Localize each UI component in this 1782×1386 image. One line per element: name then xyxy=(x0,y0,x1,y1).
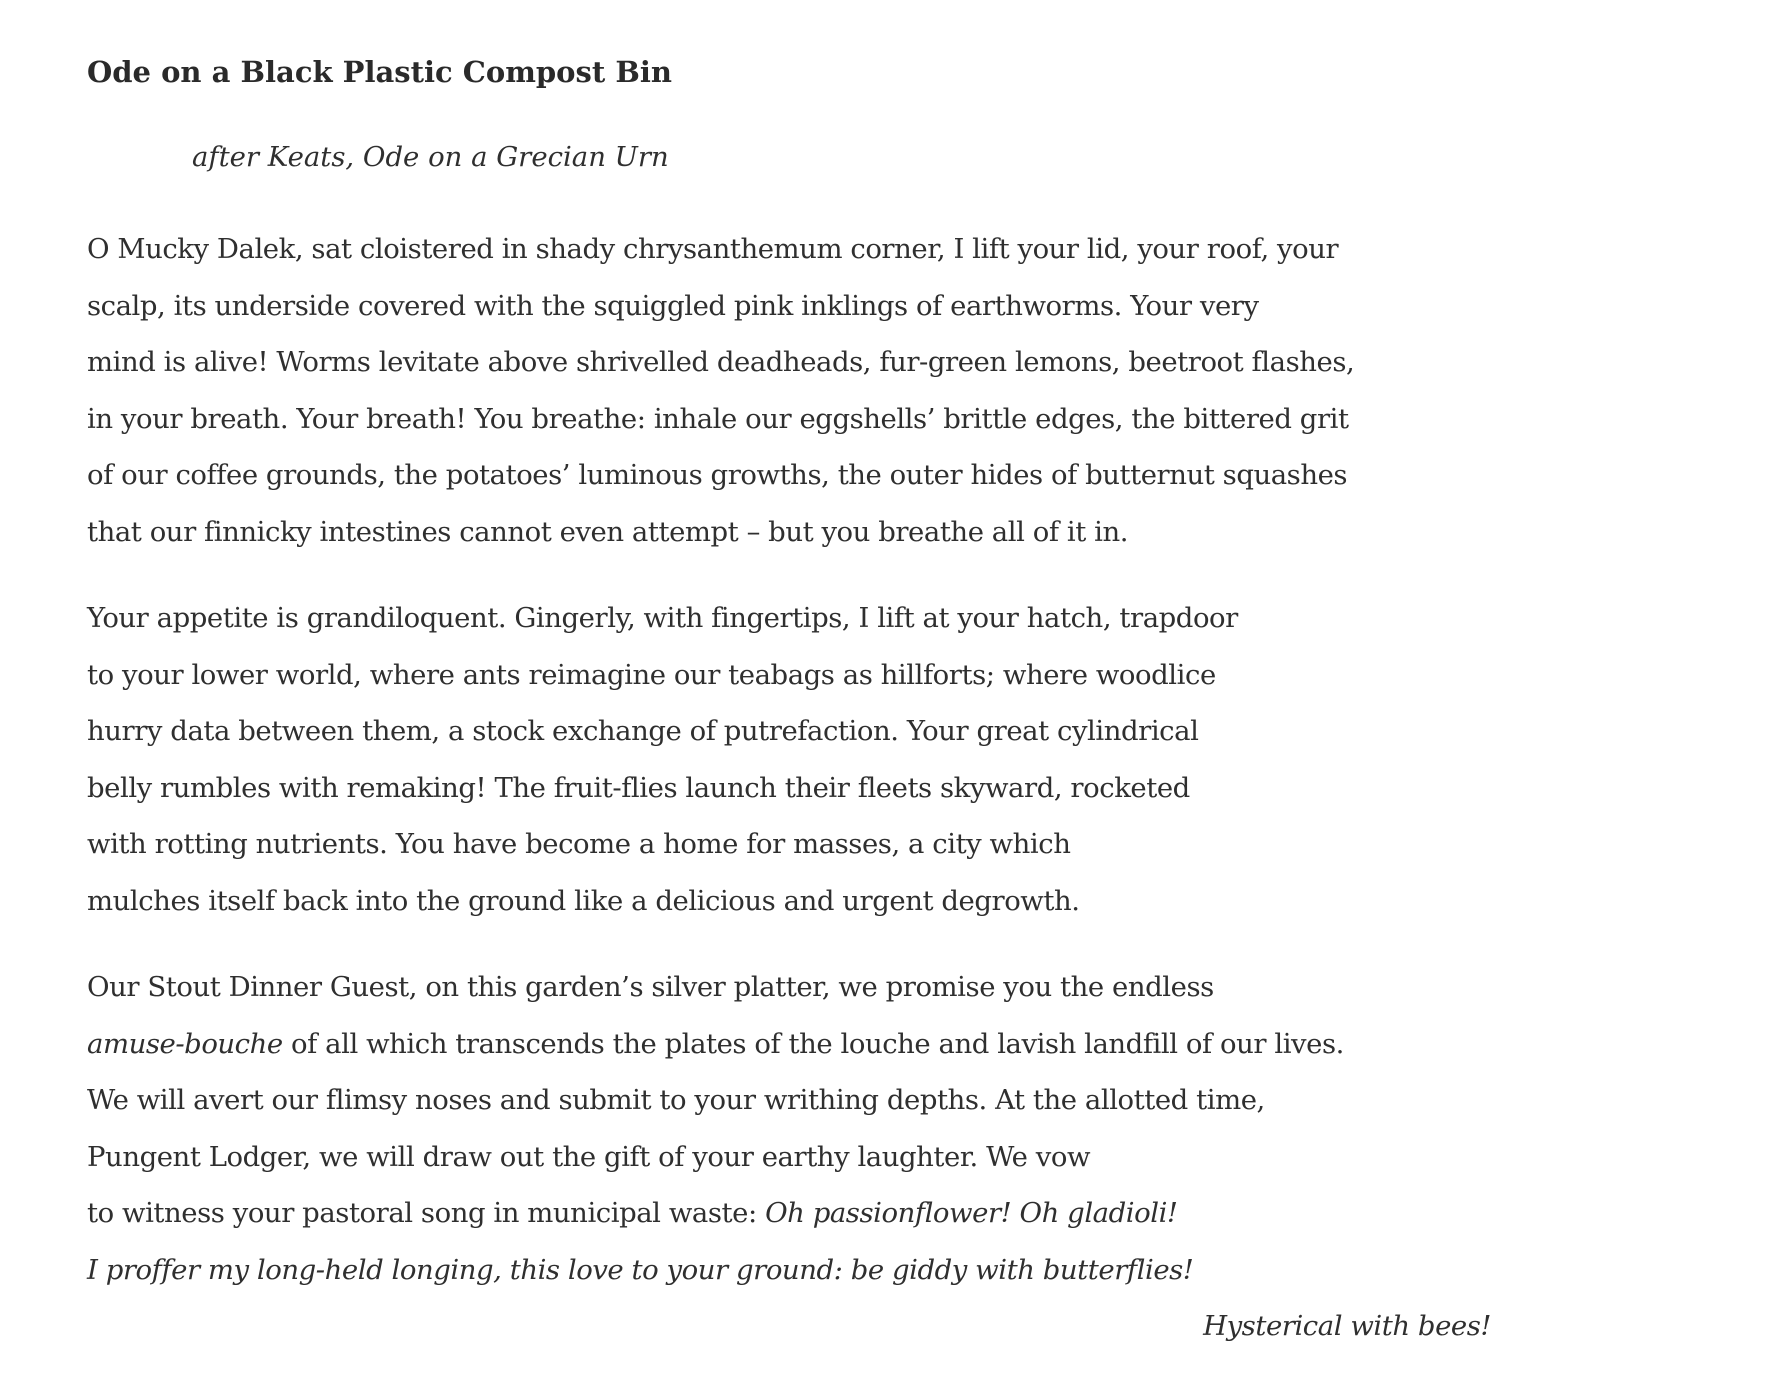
line-text: of all which transcends the plates of the louche and lavish landfill of our lives. xyxy=(282,1027,1344,1060)
italic-phrase: Oh passionflower! Oh gladioli! xyxy=(765,1197,1178,1229)
poem-line: mind is alive! Worms levitate above shrivelled deadheads, fur-green lemons, beetroot flashes, xyxy=(87,346,1355,378)
poem-line xyxy=(87,1185,1727,1242)
poem-line: Your appetite is grandiloquent. Gingerly, with fingertips, I lift at your hatch, trapdoor xyxy=(87,602,1238,634)
stanza-1 xyxy=(87,221,1727,560)
poem-line: Pungent Lodger, we will draw out the gift of your earthy laughter. We vow xyxy=(87,1140,1091,1173)
poem-line: We will avert our flimsy noses and submit to your writhing depths. At the allotted time, xyxy=(87,1084,1265,1116)
stanza-2 xyxy=(87,590,1727,929)
poem-line: with rotting nutrients. You have become a home for masses, a city which xyxy=(87,828,1071,860)
closing-line: Hysterical with bees! xyxy=(1203,1310,1491,1342)
poem-line: to your lower world, where ants reimagine our teabags as hillforts; where woodlice xyxy=(87,658,1216,691)
poem-epigraph: after Keats, Ode on a Grecian Urn xyxy=(192,141,669,173)
poem-line: of our coffee grounds, the potatoes’ luminous growths, the outer hides of butternut squashes xyxy=(87,459,1348,491)
poem-line: I proffer my long-held longing, this love to your ground: be giddy with butterflies! xyxy=(87,1253,1194,1286)
poem-line: O Mucky Dalek, sat cloistered in shady chrysanthemum corner, I lift your lid, your roof, your xyxy=(87,233,1339,265)
poem-line: mulches itself back into the ground like a delicious and urgent degrowth. xyxy=(87,884,1080,917)
poem-line: scalp, its underside covered with the squiggled pink inklings of earthworms. Your very xyxy=(87,289,1259,322)
poem-container xyxy=(87,50,1727,1385)
italic-phrase: amuse-bouche xyxy=(87,1027,283,1060)
poem-line xyxy=(87,1016,1727,1073)
poem-line: Our Stout Dinner Guest, on this garden’s silver platter, we promise you the endless xyxy=(87,971,1214,1003)
poem-line: hurry data between them, a stock exchange of putrefaction. Your great cylindrical xyxy=(87,715,1199,747)
stanza-3 xyxy=(87,959,1727,1355)
poem-line: in your breath. Your breath! You breathe: inhale our eggshells’ brittle edges, the bittered grit xyxy=(87,402,1349,435)
poem-title: Ode on a Black Plastic Compost Bin xyxy=(87,55,672,89)
poem-line: belly rumbles with remaking! The fruit-flies launch their fleets skyward, rocketed xyxy=(87,771,1190,804)
poem-line: that our finnicky intestines cannot even attempt – but you breathe all of it in. xyxy=(87,515,1128,548)
line-text: to witness your pastoral song in municipal waste: xyxy=(87,1197,766,1229)
